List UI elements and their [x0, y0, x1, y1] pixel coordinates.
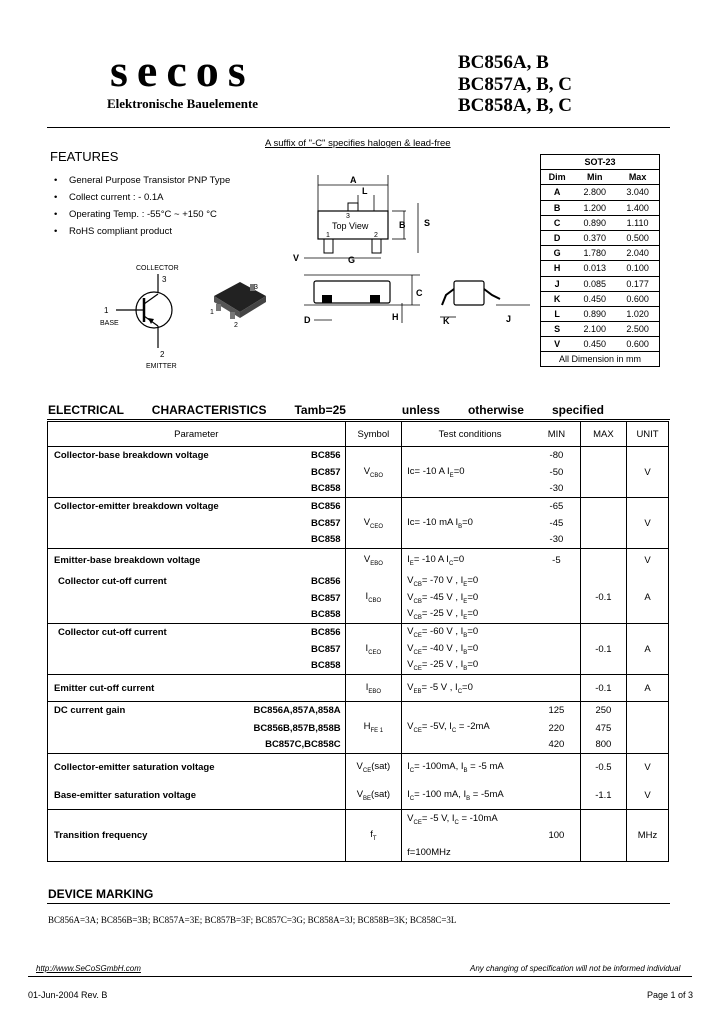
dim-c: C [416, 288, 423, 298]
part-number-3: BC858A, B, C [458, 95, 573, 116]
sot23-row [541, 337, 659, 352]
dim-s: S [424, 218, 431, 228]
sot23-cell-dim: K [541, 291, 573, 306]
vcbo-cond: Ic= -10 A $I_E=0$ [402, 447, 533, 498]
vebo-min: -5 [533, 549, 580, 573]
col-parameter: Parameter [48, 422, 346, 447]
dim-h: H [392, 312, 399, 322]
sot23-cell-min: 0.450 [573, 337, 616, 352]
ft-param: Transition frequency [48, 810, 346, 862]
pin3-label: 3 [346, 213, 350, 220]
package-outline-drawing [290, 165, 535, 335]
vebo-symbol: $V_{EBO}$ [345, 549, 402, 573]
icbo-dev-1: BC856 [311, 575, 341, 587]
col-min: MIN [533, 422, 580, 447]
sot23-header-min: Min [573, 170, 616, 185]
sot23-cell-min: 1.780 [573, 246, 616, 261]
vcesat-symbol: $V_{CE}(sat)$ [345, 754, 402, 782]
sot23-cell-min: 0.013 [573, 261, 616, 276]
iceo-dev-3: BC858 [311, 660, 341, 672]
sot23-row [541, 246, 659, 261]
ft-symbol: $f_T$ [345, 810, 402, 862]
hfe-dev-1: BC856A,857A,858A [253, 702, 345, 720]
sot23-cell-dim: B [541, 200, 573, 215]
vebo-param: Emitter-base breakdown voltage [48, 549, 254, 573]
sot23-cell-min: 0.450 [573, 291, 616, 306]
footer-page: Page 1 of 3 [647, 990, 694, 1000]
sot23-row [541, 276, 659, 291]
hfe-max-1: 250 [580, 702, 626, 720]
sot23-cell-max: 1.020 [616, 306, 659, 321]
sot23-cell-max: 0.600 [616, 291, 659, 306]
iceo-dev-2: BC857 [311, 643, 341, 655]
vceo-min-2: -45 [549, 517, 564, 529]
vbesat-param: Base-emitter saturation voltage [48, 782, 346, 810]
vcbo-symbol: $V_{CBO}$ [345, 447, 402, 498]
icbo-cond-1: $V_{CB}= -70$ V , $I_E=0$ [402, 573, 533, 590]
vceo-symbol: $V_{CEO}$ [345, 498, 402, 549]
sot23-row [541, 215, 659, 230]
iebo-unit: A [627, 675, 669, 702]
vbesat-max: -1.1 [580, 782, 626, 810]
footer-date: 01-Jun-2004 Rev. B [28, 990, 108, 1000]
vcesat-max: -0.5 [580, 754, 626, 782]
feature-item: • Operating Temp. : -55°C ~ +150 °C [54, 206, 230, 223]
iceo-unit: A [627, 624, 669, 675]
hfe-min-1: 125 [533, 702, 580, 720]
vceo-min-3: -30 [549, 534, 564, 546]
dim-g: G [348, 255, 356, 265]
icbo-symbol: $I_{CBO}$ [345, 573, 402, 624]
vceo-cond: Ic= -10 mA $I_B=0$ [402, 498, 533, 549]
electrical-title: ELECTRICAL CHARACTERISTICS Tamb=25 unless otherwise specified [48, 403, 604, 417]
dim-v: V [293, 253, 300, 263]
sot23-row [541, 230, 659, 245]
icbo-max: -0.1 [580, 573, 626, 624]
features-list [54, 172, 230, 240]
sot23-title: SOT-23 [541, 155, 659, 170]
sot23-row [541, 306, 659, 321]
footer-line [28, 976, 692, 977]
iceo-cond-2: $V_{CE}= -40$ V , $I_B=0$ [402, 641, 533, 658]
sot23-row [541, 185, 659, 200]
sot23-cell-max: 0.500 [616, 230, 659, 245]
vcbo-dev-1: BC856 [253, 447, 345, 464]
hfe-max-3: 800 [580, 737, 626, 754]
company-subtitle: Elektronische Bauelemente [107, 96, 259, 111]
sot23-cell-dim: J [541, 276, 573, 291]
dim-d: D [304, 315, 311, 325]
dim-b: B [399, 220, 406, 230]
vbesat-cond: $I_C= -100$ mA, $I_B = -5mA$ [402, 782, 533, 810]
pin2-label: 2 [374, 232, 378, 239]
dim-j: J [506, 314, 512, 324]
sot23-cell-min: 0.890 [573, 306, 616, 321]
company-logo: secos [110, 45, 255, 96]
hfe-dev-3: BC857C,BC858C [265, 739, 341, 751]
sot23-cell-max: 0.600 [616, 337, 659, 352]
vceo-dev-2: BC857 [311, 517, 341, 529]
col-max: MAX [580, 422, 626, 447]
sot23-cell-dim: S [541, 322, 573, 337]
sot23-row [541, 261, 659, 276]
pin1-label: 1 [326, 232, 330, 239]
sot23-cell-max: 1.400 [616, 200, 659, 215]
sot23-cell-max: 2.040 [616, 246, 659, 261]
sot23-cell-dim: G [541, 246, 573, 261]
iceo-cond-1: $V_{CE}= -60$ V , $I_B=0$ [402, 624, 533, 641]
sot23-row [541, 291, 659, 306]
electrical-characteristics-table [47, 421, 669, 862]
collector-label: COLLECTOR [136, 265, 179, 272]
iceo-symbol: $I_{CEO}$ [345, 624, 402, 675]
vcbo-param: Collector-base breakdown voltage [48, 447, 254, 464]
dim-k: K [443, 316, 450, 326]
sot23-cell-max: 2.500 [616, 322, 659, 337]
iebo-cond: $V_{EB}= -5$ V , $I_C=0$ [402, 675, 533, 702]
ft-unit: MHz [627, 810, 669, 862]
vceo-dev-1: BC856 [253, 498, 345, 515]
iebo-symbol: $I_{EBO}$ [345, 675, 402, 702]
feature-item: • Collect current : - 0.1A [54, 189, 230, 206]
pkg-pin3: 3 [254, 284, 258, 291]
sot23-header-dim: Dim [541, 170, 573, 185]
sot23-cell-dim: H [541, 261, 573, 276]
icbo-cond-2: $V_{CB}= -45$ V , $I_E=0$ [402, 590, 533, 607]
vcesat-cond: $I_C= -100mA$, $I_B = -5$ mA [402, 754, 533, 782]
icbo-unit: A [627, 573, 669, 624]
sot23-cell-min: 2.800 [573, 185, 616, 200]
dim-l: L [362, 186, 368, 196]
features-title: FEATURES [50, 149, 119, 164]
hfe-symbol: $H_{FE 1}$ [345, 702, 402, 754]
pin1-num: 1 [104, 306, 109, 315]
sot23-cell-max: 1.110 [616, 215, 659, 230]
ft-cond-1: $V_{CE}= -5$ V, $I_C = -10mA$ [402, 810, 533, 830]
sot23-cell-min: 0.370 [573, 230, 616, 245]
sot23-cell-dim: L [541, 306, 573, 321]
icbo-param: Collector cut-off current [48, 573, 254, 590]
part-number-1: BC856A, B [458, 52, 549, 73]
vcbo-dev-3: BC858 [311, 483, 341, 495]
footer-url[interactable]: http://www.SeCoSGmbH.com [36, 964, 141, 973]
sot23-cell-min: 0.890 [573, 215, 616, 230]
device-marking-text: BC856A=3A; BC856B=3B; BC857A=3E; BC857B=3F; BC857C=3G; BC858A=3J; BC858B=3K; BC858C=3L [48, 915, 457, 925]
dim-a: A [350, 175, 357, 185]
col-symbol: Symbol [345, 422, 402, 447]
sot23-header-max: Max [616, 170, 659, 185]
vceo-min-1: -65 [533, 498, 580, 515]
top-view-label: Top View [332, 221, 369, 231]
sot23-cell-min: 1.200 [573, 200, 616, 215]
vcbo-unit: V [627, 447, 669, 498]
vebo-cond: $I_E= -10$ A $I_C=0$ [402, 549, 533, 573]
vcbo-min-2: -50 [549, 466, 564, 478]
sot23-cell-min: 0.085 [573, 276, 616, 291]
sot23-cell-min: 2.100 [573, 322, 616, 337]
feature-item: • General Purpose Transistor PNP Type [54, 172, 230, 189]
pkg-pin1: 1 [210, 309, 214, 316]
transistor-schematic [96, 258, 196, 373]
sot23-cell-dim: C [541, 215, 573, 230]
header-divider [47, 127, 670, 128]
icbo-dev-2: BC857 [311, 592, 341, 604]
sot23-dimension-table [540, 154, 660, 367]
device-marking-title: DEVICE MARKING [48, 887, 154, 901]
vcesat-unit: V [627, 754, 669, 782]
sot23-note: All Dimension in mm [558, 354, 642, 365]
elec-top-line [47, 419, 670, 420]
icbo-cond-3: $V_{CB}= -25$ V , $I_E=0$ [402, 607, 533, 624]
ft-cond-2: f=100MHz [402, 844, 533, 862]
base-label: BASE [100, 320, 119, 327]
iceo-cond-3: $V_{CE}= -25$ V , $I_B=0$ [402, 658, 533, 675]
col-conditions: Test conditions [402, 422, 533, 447]
vcbo-min-1: -80 [533, 447, 580, 464]
package-3d-drawing [206, 274, 276, 334]
iceo-max: -0.1 [580, 624, 626, 675]
emitter-label: EMITTER [146, 363, 177, 370]
vebo-unit: V [627, 549, 669, 573]
vbesat-symbol: $V_{BE}(sat)$ [345, 782, 402, 810]
part-number-2: BC857A, B, C [458, 74, 573, 95]
sot23-cell-dim: A [541, 185, 573, 200]
sot23-cell-dim: V [541, 337, 573, 352]
iebo-param: Emitter cut-off current [48, 675, 254, 702]
pin3-num: 3 [162, 275, 167, 284]
pkg-pin2: 2 [234, 322, 238, 329]
icbo-dev-3: BC858 [311, 609, 341, 621]
hfe-max-2: 475 [580, 720, 626, 737]
vcesat-param: Collector-emitter saturation voltage [48, 754, 346, 782]
vceo-param: Collector-emitter breakdown voltage [48, 498, 254, 515]
iceo-param: Collector cut-off current [48, 624, 254, 641]
hfe-min-2: 220 [548, 722, 565, 734]
hfe-min-3: 420 [548, 739, 565, 751]
hfe-param: DC current gain [48, 702, 254, 720]
vcbo-min-3: -30 [549, 483, 564, 495]
sot23-cell-max: 0.100 [616, 261, 659, 276]
col-unit: UNIT [627, 422, 669, 447]
footer-disclaimer: Any changing of specification will not be informed individual [470, 964, 681, 973]
suffix-note: A suffix of "-C" specifies halogen & lead-free [265, 138, 451, 149]
vcbo-dev-2: BC857 [311, 466, 341, 478]
iebo-max: -0.1 [580, 675, 626, 702]
vceo-unit: V [627, 498, 669, 549]
sot23-cell-max: 3.040 [616, 185, 659, 200]
ft-min: 100 [533, 810, 580, 862]
vceo-dev-3: BC858 [311, 534, 341, 546]
sot23-row [541, 322, 659, 337]
hfe-dev-2: BC856B,857B,858B [253, 722, 341, 734]
vbesat-unit: V [627, 782, 669, 810]
sot23-cell-max: 0.177 [616, 276, 659, 291]
pin2-num: 2 [160, 350, 165, 359]
sot23-row [541, 200, 659, 215]
sot23-cell-dim: D [541, 230, 573, 245]
iceo-dev-1: BC856 [253, 624, 345, 641]
feature-item: • RoHS compliant product [54, 223, 230, 240]
marking-top-line [47, 903, 670, 904]
hfe-cond: $V_{CE}= -5V$, $I_C = -2mA$ [402, 702, 533, 754]
